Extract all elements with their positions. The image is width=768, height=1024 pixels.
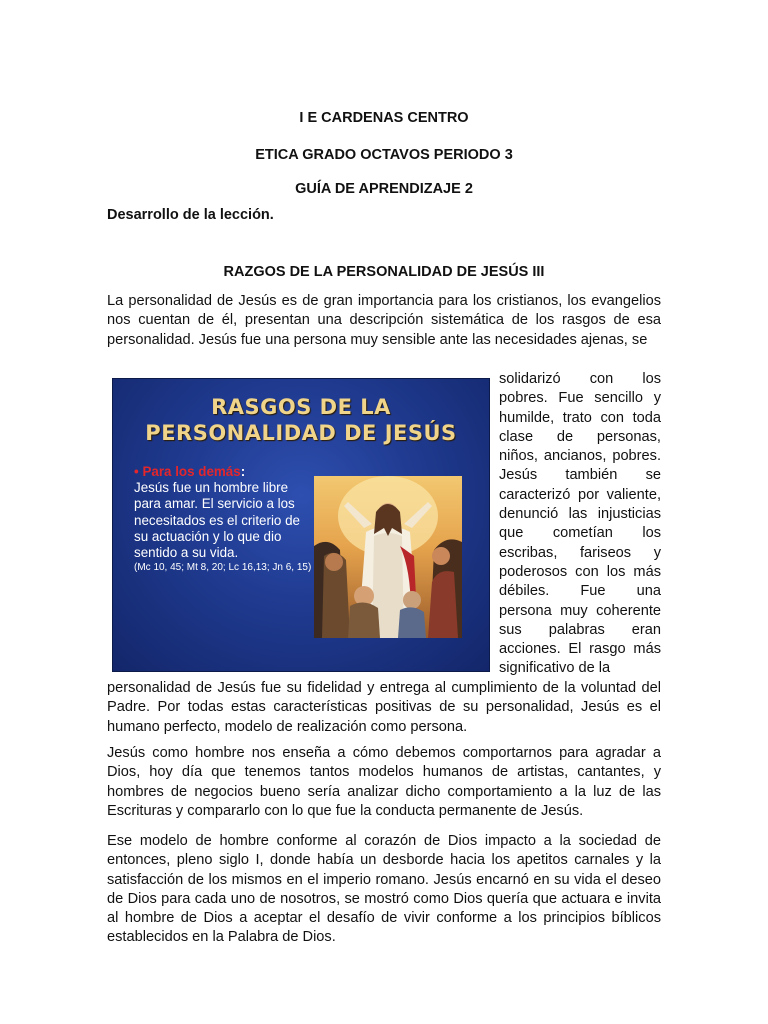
jesus-painting-icon	[314, 476, 462, 638]
jesus-painting	[314, 476, 462, 638]
slide-reference: (Mc 10, 45; Mt 8, 20; Lc 16,13; Jn 6, 15)	[134, 562, 312, 574]
lesson-label: Desarrollo de la lección.	[107, 207, 274, 223]
paragraph-3: Ese modelo de hombre conforme al corazón de Dios impacto a la sociedad de entonces, pleno siglo I, donde había un desborde hacia los apetitos carnales y la satisfacción de los mismos en el imperio romano. Jesús encarnó en su vida el deseo de Dios para cada uno de nosotros, se mostró como Dios quería que actuara e invita al hombre de Dios a aceptar el desafío de vivir conforme a los principios bíblicos establecidos en la Palabra de Dios.	[107, 833, 661, 946]
paragraph-wrap-column: solidarizó con los pobres. Fue sencillo y humilde, trato con toda clase de personas, niños, ancianos, pobres. Jesús también se caracterizó por valiente, denunció las injusticias que cometían los escribas, fariseos y poderosos con los más débiles. Fue una persona muy coherente sus palabras eran acciones. El rasgo más significativo de la	[499, 371, 661, 677]
section-title: RAZGOS DE LA PERSONALIDAD DE JESÚS III	[223, 264, 545, 280]
slide-title-line1: RASGOS DE LA	[211, 395, 391, 419]
slide-text-block	[134, 464, 314, 574]
slide-image	[112, 378, 490, 672]
paragraph-continuation: personalidad de Jesús fue su fidelidad y entrega al cumplimiento de la voluntad del Padre. Por todas estas características positivas de su personalidad, Jesús es el humano perfecto, modelo de realización como persona.	[107, 680, 661, 735]
school-heading: I E CARDENAS CENTRO	[299, 110, 469, 126]
slide-body: Jesús fue un hombre libre para amar. El servicio a los necesitados es el criterio de su actuación y lo que dio sentido a su vida.	[134, 480, 300, 561]
slide-title-line2: PERSONALIDAD DE JESÚS	[145, 421, 457, 445]
bullet-icon: •	[134, 464, 139, 479]
slide-bullet-colon: :	[240, 464, 246, 479]
paragraph-intro: La personalidad de Jesús es de gran importancia para los cristianos, los evangelios nos cuentan de él, presentan una descripción sistemática de los rasgos de esa personalidad. Jesús fue una persona muy sensible ante las necesidades ajenas, se	[107, 293, 661, 348]
slide-bullet-label: Para los demás	[142, 464, 241, 479]
guide-heading: GUÍA DE APRENDIZAJE 2	[295, 181, 473, 197]
paragraph-2: Jesús como hombre nos enseña a cómo debemos comportarnos para agradar a Dios, hoy día que tenemos tantos modelos humanos de artistas, cantantes, y hombres de negocios bueno sería analizar dicho comportamiento a la luz de las Escrituras y compararlo con lo que fue la conducta permanente de Jesús.	[107, 745, 661, 819]
slide-title	[112, 394, 490, 446]
course-heading: ETICA GRADO OCTAVOS PERIODO 3	[255, 147, 513, 163]
